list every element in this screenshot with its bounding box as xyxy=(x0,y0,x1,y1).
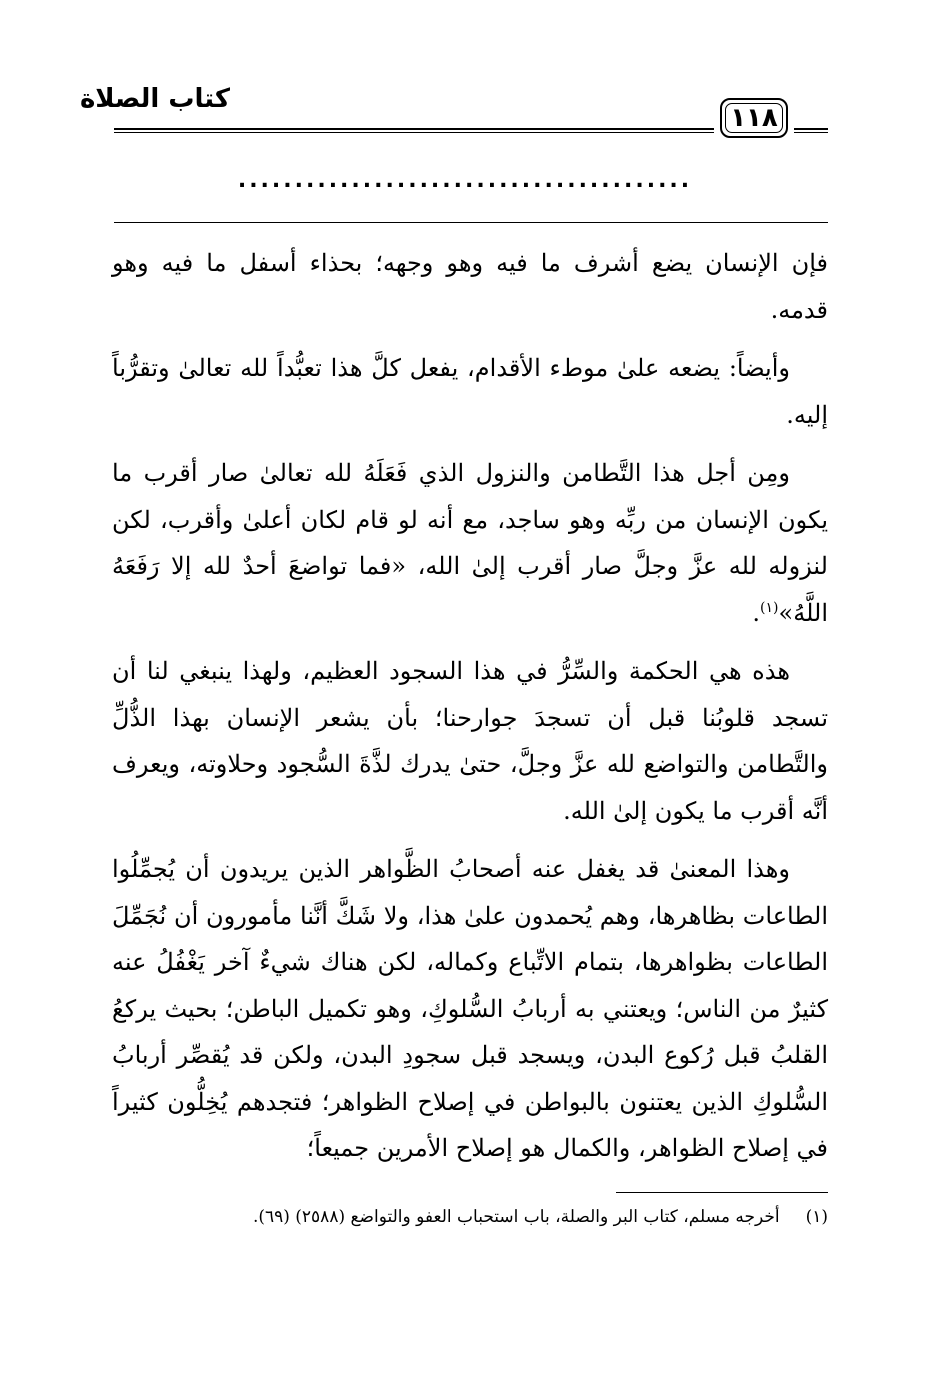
footnote-number: (١) xyxy=(805,1207,828,1227)
footnote-divider xyxy=(616,1192,828,1193)
book-title: كتاب الصلاة xyxy=(79,84,230,114)
paragraph-3-text: ومِن أجل هذا التَّطامن والنزول الذي فَعَلَهُ لله تعالىٰ صار أقرب ما يكون الإنسان من ربِّه وهو ساجد، مع أنه لو قام لكان أعلىٰ وأقرب، لكن لنزوله لله عزَّ وجلَّ صار أقرب إلىٰ الله، «فما تواضعَ أحدٌ لله إلا رَفَعَهُ اللَّهُ» xyxy=(112,459,828,627)
paragraph-3: ومِن أجل هذا التَّطامن والنزول الذي فَعَلَهُ لله تعالىٰ صار أقرب ما يكون الإنسان من ربِّه وهو ساجد، مع أنه لو قام لكان أعلىٰ وأقرب، لكن لنزوله لله عزَّ وجلَّ صار أقرب إلىٰ الله، «فما تواضعَ أحدٌ لله إلا رَفَعَهُ اللَّهُ»$^{(١)}$. xyxy=(112,459,828,627)
footnote-text: أخرجه مسلم، كتاب البر والصلة، باب استحباب العفو والتواضع (٢٥٨٨) (٦٩). xyxy=(252,1207,780,1227)
paragraph-5: وهذا المعنىٰ قد يغفل عنه أصحابُ الظَّواهر الذين يريدون أن يُجمِّلُوا الطاعات بظاهرها، وهم يُحمدون علىٰ هذا، ولا شَكَّ أنَّنا مأمورون أن نُجَمِّلَ الطاعات بظواهرها، بتمام الاتِّباع وكماله، لكن هناك شيءٌ آخر يَغْفُلُ عنه كثيرٌ من الناس؛ ويعتني به أربابُ السُّلوكِ، وهو تكميل الباطن؛ بحيث يركعُ القلبُ قبل رُكوع البدن، ويسجد قبل سجودِ البدن، ولكن قد يُقصِّر أربابُ السُّلوكِ الذين يعتنون بالبواطن في إصلاح الظواهر؛ فتجدهم يُخِلُّون كثيراً في إصلاح الظواهر، والكمال هو إصلاح الأمرين جميعاً؛ xyxy=(112,855,828,1162)
footnote xyxy=(112,1200,828,1234)
header-rule xyxy=(114,128,714,133)
header-rule-short xyxy=(794,128,828,133)
footnote-reference[interactable]: (١) xyxy=(760,599,779,616)
dotted-separator: ........................................ xyxy=(237,168,693,193)
page-number xyxy=(720,98,788,138)
main-text xyxy=(112,240,828,1184)
paragraph-1: فإن الإنسان يضع أشرف ما فيه وهو وجهه؛ بحذاء أسفل ما فيه وهو قدمه. xyxy=(112,249,828,324)
top-divider xyxy=(114,222,828,223)
paragraph-2: وأيضاً: يضعه علىٰ موطء الأقدام، يفعل كلَّ هذا تعبُّداً لله تعالىٰ وتقرُّباً إليه. xyxy=(112,354,828,429)
page-number-text: ١١٨ xyxy=(730,103,778,133)
paragraph-4: هذه هي الحكمة والسِّرُّ في هذا السجود العظيم، ولهذا ينبغي لنا أن تسجد قلوبُنا قبل أن تسجدَ جوارحنا؛ بأن يشعر الإنسان بهذا الذُّلِّ والتَّطامن والتواضع لله عزَّ وجلَّ، حتىٰ يدرك لذَّةَ السُّجود وحلاوته، ويعرف أنَّه أقرب ما يكون إلىٰ الله. xyxy=(112,657,828,825)
